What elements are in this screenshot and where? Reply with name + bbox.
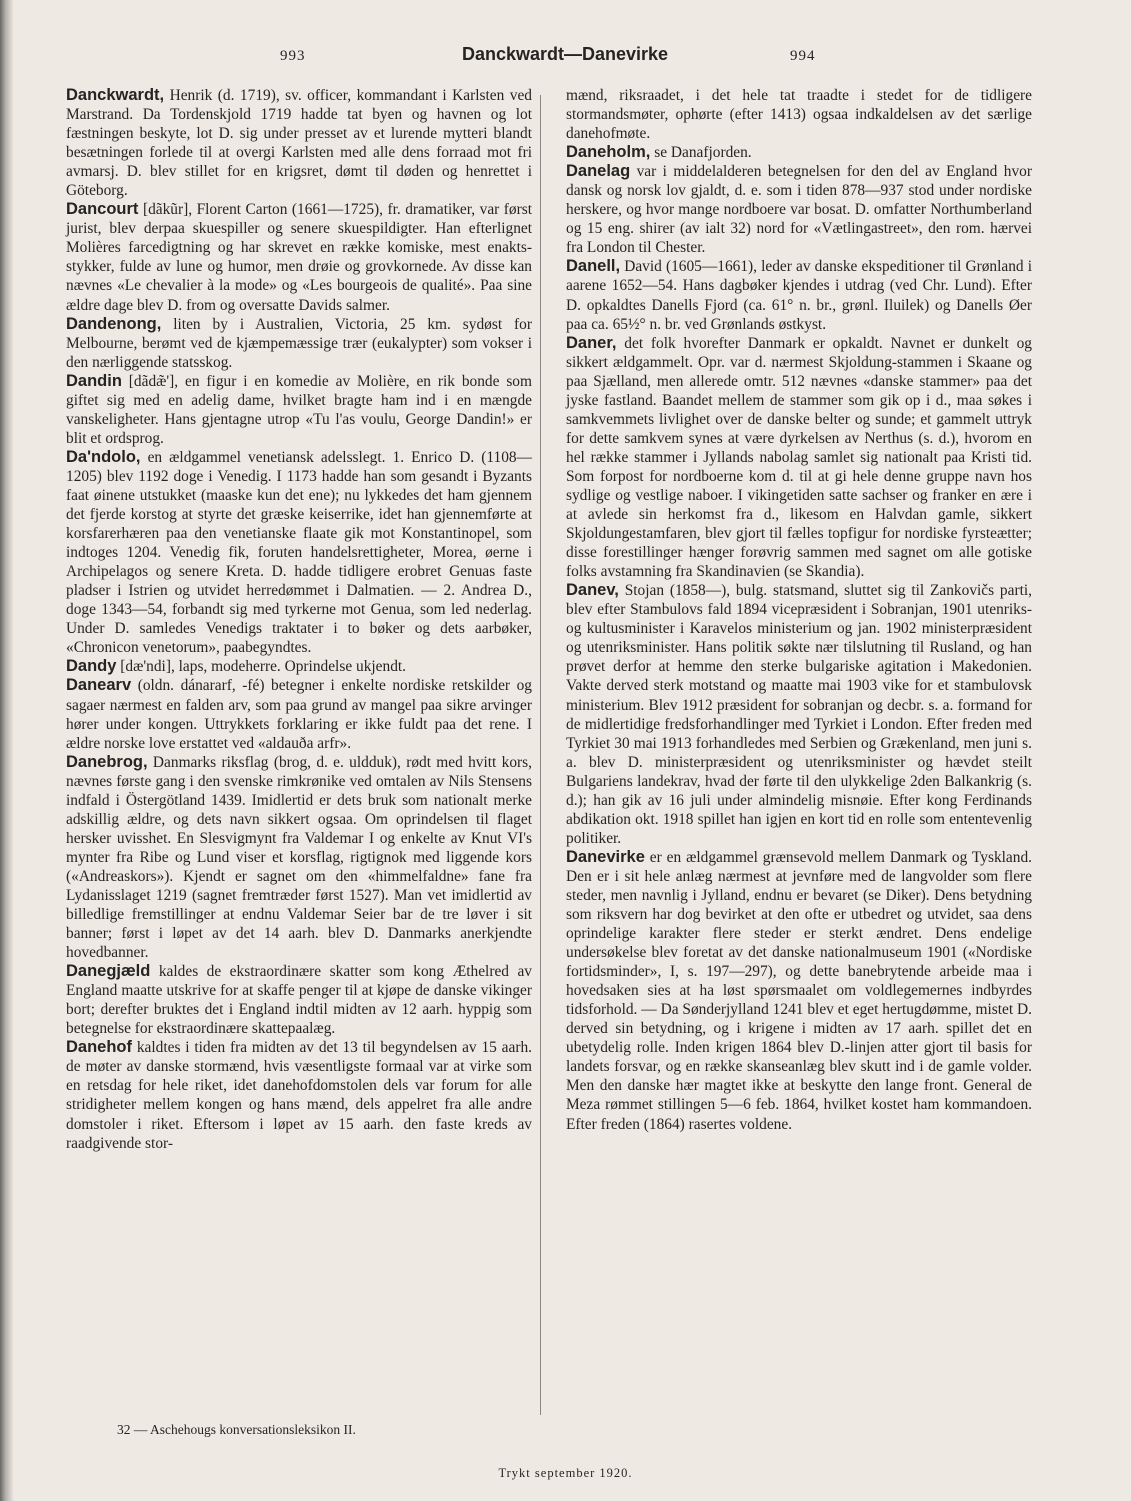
headword: Dandenong, <box>66 314 162 333</box>
footer-signature: 32 — Aschehougs konversationsleksikon II. <box>117 1422 356 1437</box>
headword: Danehof <box>66 1038 132 1057</box>
entry-text: [dæ'ndi], laps, modeherre. Oprindelse ukjendt. <box>120 658 407 676</box>
headword: Dandin <box>66 371 122 390</box>
entry-text: [dãdæ̃'], en figur i en komedie av Molière, en rik bonde som giftet sig med en adelig dame, hvilket bragte ham ind i en mængde vanskeligheter. Hans gjentagne utrop «Tu l'as voulu, George Dandin!» er blit et ordsprog. <box>66 372 532 447</box>
page-binding-edge <box>0 0 14 1501</box>
running-header <box>60 44 1070 72</box>
headword: Danelag <box>566 162 631 181</box>
entry-dandolo <box>66 448 532 658</box>
headword: Danell, <box>566 257 621 276</box>
entry-text: var i middelalderen betegnelsen for den del av England hvor dansk og norsk lov gjaldt, d. e. som i tiden 878—937 stod under nordiske herskere, og hvor mange nordboere var bosat. D. omfatter Northumberland og 15 eng. shirer (av ialt 32) nord for «Vætlingastreet», den rom. hærvei fra London til Chester. <box>566 163 1032 257</box>
entry-text: [dãkũr], Florent Carton (1661—1725), fr. dramatiker, var først jurist, blev derpaa skuespiller og senere skuespildigter. Han efterlignet Molières farcedigtning og har skrevet en række komiske, mest enakts-stykker, fulde av lune og humor, men drøie og grovkornede. Av disse kan nævnes «Le chevalier à la mode» og «Les bourgeois de qualité». Paa sine ældre dage blev D. from og oversatte Davids salmer. <box>66 201 532 314</box>
entry-text: David (1605—1661), leder av danske ekspeditioner til Grønland i aarene 1652—54. Hans dagbøker kjendes i utdrag (ved Chr. Lund). Efter D. opkaldtes Danells Fjord (ca. 61° n. br., grønl. Iluilek) og Danells Øer paa ca. 65½° n. br. ved Grønlands østkyst. <box>566 258 1032 333</box>
entry-danebrog <box>66 753 532 963</box>
entry-danehof-continued <box>566 86 1032 143</box>
headword: Danearv <box>66 676 132 695</box>
entry-daner <box>566 334 1032 582</box>
headword: Dandy <box>66 657 117 676</box>
left-column <box>66 86 532 1153</box>
footer-printed-note: Trykt september 1920. <box>498 1466 633 1480</box>
entry-text: Danmarks riksflag (brog, d. e. uldduk), rødt med hvitt kors, nævnes første gang i den svenske rimkrønike ved omtalen av Nils Stensens indfald i Östergötland 1439. Imidlertid er dets bruk som nationalt merke adskillig ældre, og dets navn sikkert ogsaa. Om oprindelsen til flaget hersker uvisshet. En Slesvigmynt fra Valdemar I og enkelte av Knut VI's mynter fra Ribe og Lund viser et korsflag, rigtignok med liggende kors («Andreaskors»). Kjendt er sagnet om den «himmelfaldne» fane fra Lydanisslaget 1219 (sagnet fremtræder først 1527). Man vet imidlertid av billedlige fremstillinger at endnu Valdemar Seier bar de tre løver i sit banner; først i løpet av det 14 aarh. blev D. Danmarks anerkjendte hovedbanner. <box>66 753 533 962</box>
entry-text: en ældgammel venetiansk adelsslegt. 1. Enrico D. (1108—1205) blev 1192 doge i Venedig. I 1173 hadde han som gesandt i Byzants faat øinene utstukket (maaske kun det ene); nu lykkedes det ham gjennem det fjerde korstog at styrte det græske keiserrike, idet han gjennemførte at korsfarerhæren paa den venetianske flaate gik mot Konstantinopel, som indtoges 1204. Venedig fik, foruten handelsrettigheter, Morea, øerne i Archipelagos og senere Kreta. D. hadde tidligere erobret Genuas faste pladser i Istrien og utvidet herredømmet i Dalmatien. — 2. Andrea D., doge 1343—54, forbandt sig med tyrkerne mot Genua, som led nederlag. Under D. samledes Venedigs traktater i to bøker og dets aarbøker, «Chronicon venetorum», paabegyndtes. <box>66 448 532 657</box>
header-title: Danckwardt—Danevirke <box>461 44 669 64</box>
entry-text: kaldes de ekstraordinære skatter som kong Æthelred av England maatte utskrive for at skaffe penger til at kjøpe de danske vikinger bort; derefter bruktes det i England indtil midten av 12 aarh. hyppig som betegnelse for ekstraordinære skattepaalæg. <box>66 963 532 1038</box>
entry-text: Henrik (d. 1719), sv. officer, kommandant i Karlsten ved Marstrand. Da Tordenskjold 1719 hadde tat byen og havnen og lot fæstningen beskyte, lot D. sig under presset av et lurende mytteri blandt besætningen forlede til at overgi Karlsten med alle dens forraad mot fri avmarsj. D. blev stillet for en krigsret, dømt til døden og henrettet i Göteborg. <box>66 87 532 200</box>
entry-text: se Danafjorden. <box>654 144 752 162</box>
headword: Danebrog, <box>66 752 148 771</box>
headword: Dancourt <box>66 200 139 219</box>
headword: Daner, <box>566 333 617 352</box>
entry-danevirke <box>566 848 1032 1134</box>
entry-danelag <box>566 162 1032 257</box>
entry-text: mænd, riksraadet, i det hele tat traadte i stedet for de tidligere stormandsmøter, ophørte (efter 1413) ogsaa indkaldelsen av det særlige danehofmøte. <box>566 87 1032 143</box>
entry-daneholm <box>566 143 1032 162</box>
entry-danegjaeld <box>66 962 532 1038</box>
entry-text: kaldtes i tiden fra midten av det 13 til begyndelsen av 15 aarh. de møter av danske stormænd, hvis væsentligste formaal var at virke som en retsdag for hele riket, idet danehofdomstolen dels var forum for alle stridigheter mellem kongen og hans mænd, dels appelret fra alle andre domstoler i riket. Eftersom i løpet av 15 aarh. den faste kreds av raadgivende stor- <box>66 1039 532 1152</box>
entry-danearv <box>66 676 532 752</box>
headword: Da'ndolo, <box>66 447 141 466</box>
headword: Danevirke <box>566 847 645 866</box>
entry-text: Stojan (1858—), bulg. statsmand, sluttet sig til Zankovičs parti, blev efter Stambulovs fald 1894 vicepræsident i Sobranjan, 1901 utenriks- og kultusminister i Karavelos ministerium og jan. 1902 ministerpræsident og utenriksminister. Hans politik søkte nær tilslutning til Rusland, og han prøvet derfor at hemme den sterke bulgariske agitation i Makedonien. Vakte derved sterk motstand og maatte mai 1903 vike for et stambulovsk ministerium. Blev 1912 præsident for sobranjan og decbr. s. a. formand for de midlertidige fredsforhandlinger med Tyrkiet i London. Efter freden med Tyrkiet 30 mai 1913 forhandledes med Serbien og Grækenland, men juni s. a. blev D. ministerpræsident og utenriksminister og hævdet steilt Bulgariens landekrav, hvad der førte til den ulykkelige 2den Balkankrig (s. d.); han gik av 16 juli under almindelig misnøie. Efter kong Ferdinands abdikation okt. 1918 spillet han igjen en kort tid en rolle som ententevenlig politiker. <box>566 582 1032 847</box>
entry-dandy <box>66 657 532 676</box>
entry-danckwardt <box>66 86 532 200</box>
column-divider <box>540 95 541 1415</box>
entry-text: liten by i Australien, Victoria, 25 km. sydøst for Melbourne, berømt ved de kjæmpemæssige trær (eukalypter) som vokser i den nærliggende statsskog. <box>66 315 532 371</box>
entry-danev <box>566 581 1032 848</box>
left-page-number: 993 <box>280 48 306 64</box>
entry-text: (oldn. dánararf, -fé) betegner i enkelte nordiske retskilder og sagaer nærmest en falden arv, som paa grund av mangel paa sikre arvinger hører under kongen. Uttrykkets forklaring er ikke fuldt paa det rene. I ældre norske love erstattet ved «aldauða arfr». <box>66 677 532 752</box>
entry-text: det folk hvorefter Danmark er opkaldt. Navnet er dunkelt og sikkert ældgammelt. Opr. var d. nærmest Skjoldung-stammen i Skaane og paa Sjælland, men allerede omtr. 512 nævnes «danske stammer» paa det jyske fastland. Baandet mellem de stammer som gik op i d., maa søkes i samkvemmets livlighet over de danske belter og sunde; et gammelt uttryk for dette samkvem synes at være dyrkelsen av Nerthus (s. d.), hvorom en hel række stammer i Jyllands nabolag samlet sig nationalt paa Kristi tid. Som forpost for nordboerne kom d. til at gi hele denne gruppe navn hos sydlige og vestlige naboer. I vikingetiden satte sachser og franker en ære i at avlede sin herkomst fra d., likesom en Halvdan gamle, sikkert Skjoldungestamfaren, blev gjort til fælles topfigur for nordiske fyrsteætter; disse forestillinger hænger forøvrig sammen med sagnet om alle gotiske folks avstamning fra Skandinavien (se Skandia). <box>566 334 1032 581</box>
headword: Danckwardt, <box>66 86 165 104</box>
entry-dandin <box>66 372 532 448</box>
entry-text: er en ældgammel grænsevold mellem Danmark og Tyskland. Den er i sit hele anlæg nærmest at jevnføre med de langvolder som flere steder, men navnlig i Jylland, endnu er bevaret (se Diker). Dens betydning som riksvern har dog bevirket at den ofte er utbedret og utvidet, saa dens oprindelige karakter flere steder er sterkt ændret. Dens endelige undersøkelse blev foretat av det danske nationalmuseum 1901 («Nordiske fortidsminder», I, s. 197—297), og dette banebrytende arbeide maa i hovedsaken sies at ha løst spørsmaalet om voldlegemernes indbyrdes tidsforhold. — Da Sønderjylland 1241 blev et eget hertugdømme, mistet D. derved sin betydning, og i krigene i midten av 17 aarh. spillet det en ubetydelig rolle. Inden krigen 1864 blev D.-linjen atter gjort til basis for landets forsvar, og en række skanseanlæg blev skutt ind i de gamle volder. Men den danske hær magtet ikke at beskytte den lange front. General de Meza rømmet stillingen 5—6 feb. 1864, hvilket kostet ham kommandoen. Efter freden (1864) rasertes voldene. <box>566 848 1032 1133</box>
right-page-number: 994 <box>790 48 816 64</box>
entry-dandenong <box>66 315 532 372</box>
headword: Danev, <box>566 581 619 600</box>
right-column <box>566 86 1032 1134</box>
entry-dancourt <box>66 200 532 314</box>
entry-danell <box>566 257 1032 333</box>
entry-danehof <box>66 1038 532 1152</box>
headword: Danegjæld <box>66 962 151 981</box>
headword: Daneholm, <box>566 143 651 162</box>
